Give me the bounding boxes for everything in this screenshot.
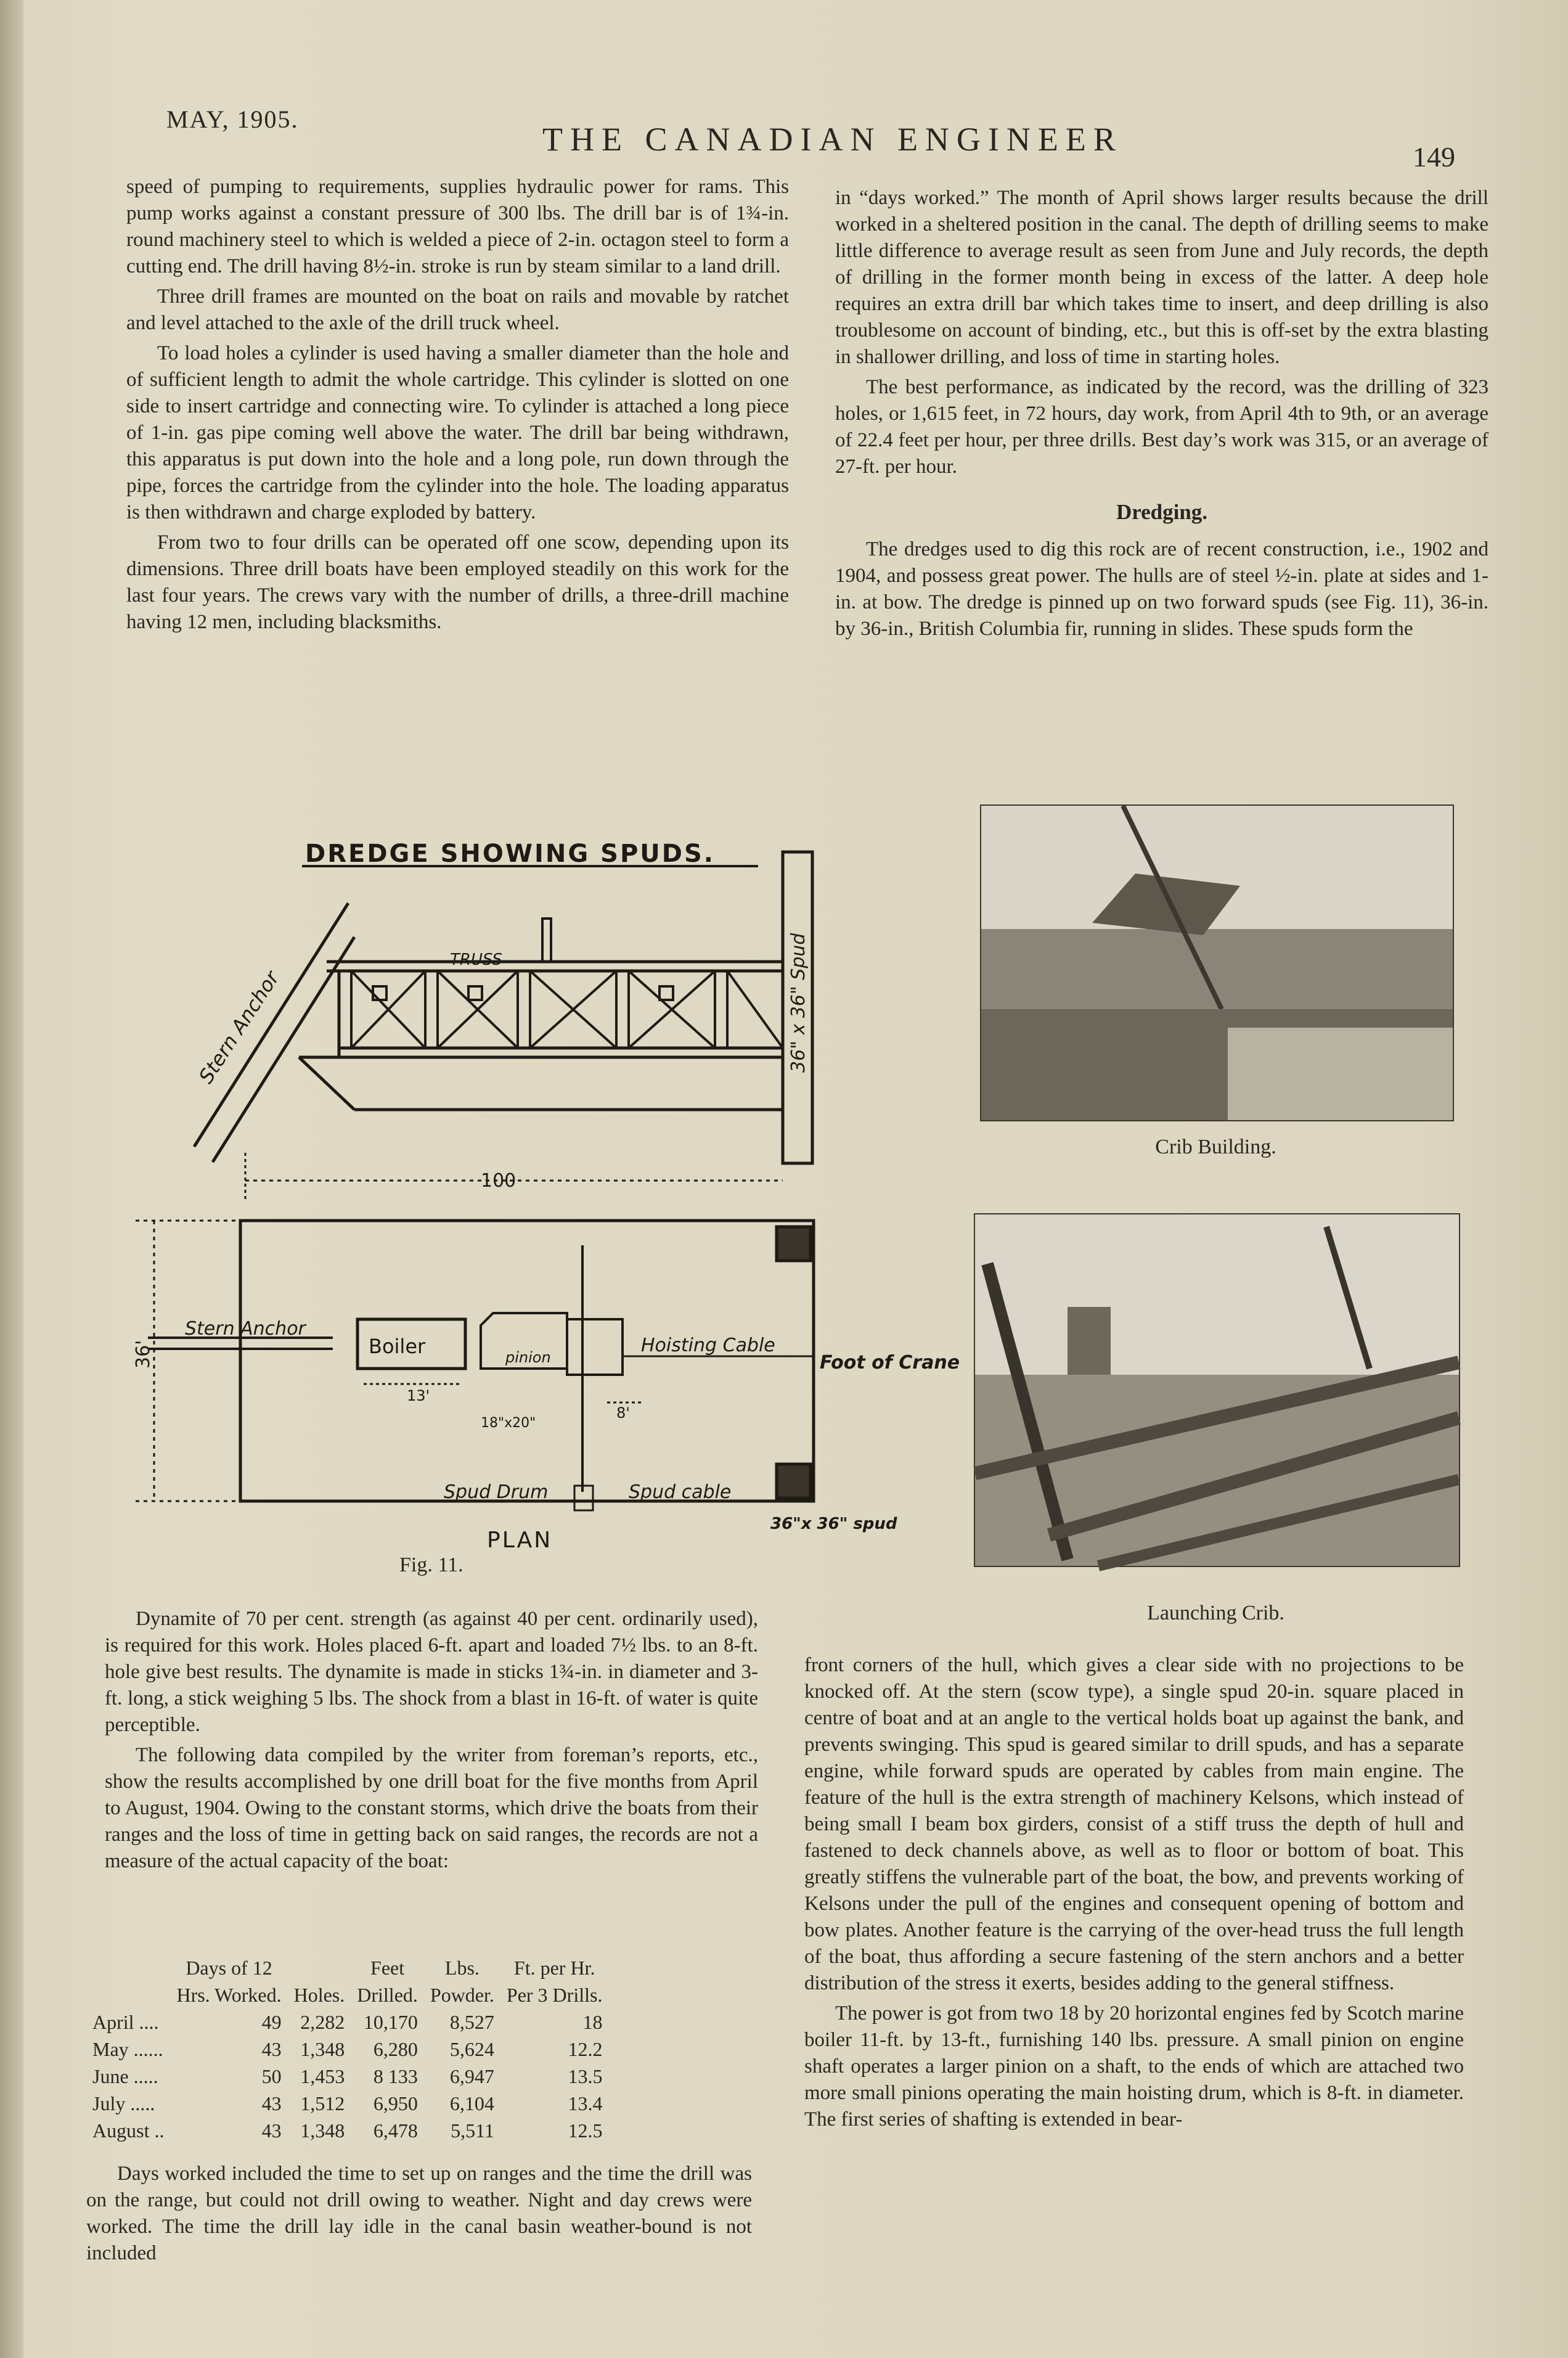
- column-header: Lbs.: [444, 1957, 480, 1979]
- column-header: Powder.: [430, 1984, 494, 2006]
- table-row: May ...... 43 1,348 6,280 5,624 12.2: [92, 2038, 603, 2060]
- column-header: Per 3 Drills.: [506, 1984, 603, 2006]
- stern-anchor-elevation-label: Stern Anchor: [194, 967, 284, 1088]
- binding-edge: [0, 0, 23, 2358]
- table-row: July ..... 43 1,512 6,950 6,104 13.4: [92, 2092, 603, 2114]
- paragraph: Days worked included the time to set up on ranges and the time the drill was on the range, but could not drill owing to weather. Night and day crews were worked. The time the drill lay idle in the canal basin weather-bound is not included: [86, 2163, 752, 2264]
- column-header: Hrs. Worked.: [176, 1984, 282, 2006]
- left-column-after-table: [86, 2161, 752, 2270]
- column-header: Feet: [370, 1957, 405, 1979]
- right-column-top: [835, 185, 1488, 646]
- drilling-records-table: [86, 1954, 608, 2144]
- paragraph: in “days worked.” The month of April shows larger results because the drill worked in a sheltered position in the canal. The depth of drilling seems to make little difference to average result as seen from June and July records, the depth of drilling in the former month being in excess of the latter. A deep hole requires an extra drill bar which takes time to insert, and deep drilling is also troublesome on account of binding, etc., but this is off-set by the extra blasting in shallower drilling, and loss of time in starting holes.: [835, 187, 1488, 368]
- paragraph: The power is got from two 18 by 20 horizontal engines fed by Scotch marine boiler 11-ft. by 13-ft., furnishing 140 lbs. pressure. A small pinion on engine shaft operates a larger pinion on a shaft, to the ends of which are attached two more small pinions operating the main hoisting drum, which is 8-ft. in diameter. The first series of shafting is extended in bear-: [804, 2002, 1464, 2131]
- dimension-100: 100: [481, 1170, 517, 1192]
- column-header: Holes.: [293, 1984, 345, 2006]
- figure-caption: Fig. 11.: [399, 1554, 463, 1576]
- column-header: Ft. per Hr.: [513, 1957, 595, 1979]
- hoisting-cable-label: Hoisting Cable: [641, 1335, 775, 1356]
- right-column-bottom: [804, 1652, 1464, 2137]
- table-row: June ..... 50 1,453 8 133 6,947 13.5: [92, 2065, 603, 2087]
- boiler-label: Boiler: [369, 1335, 426, 1358]
- section-heading-dredging: Dredging.: [1116, 500, 1208, 524]
- crib-building-caption: Crib Building.: [1155, 1136, 1276, 1158]
- truss-label: TRUSS: [450, 951, 503, 969]
- paragraph: speed of pumping to requirements, supplies hydraulic power for rams. This pump works against a constant pressure of 300 lbs. The drill bar is of 1¾-in. round machinery steel to which is welded a piece of 2-in. octagon steel to form a cutting end. The drill having 8½-in. stroke is run by steam similar to a land drill.: [126, 176, 789, 277]
- dimension-18x20: 18"x20": [481, 1415, 536, 1431]
- dimension-36: 36': [133, 1340, 154, 1369]
- paragraph: The following data compiled by the writer from foreman’s reports, etc., show the results accomplished by one drill boat for the five months from April to August, 1904. Owing to the constant storms, which drive the boats from their ranges and the loss of time in getting back on said ranges, the records are not a measure of the actual capacity of the boat:: [105, 1744, 758, 1872]
- paragraph: The best performance, as indicated by the record, was the drilling of 323 holes, or 1,615 feet, in 72 hours, day work, from April 4th to 9th, or an average of 22.4 feet per hour, per three drills. Best day’s work was 315, or an average of 27-ft. per hour.: [835, 376, 1488, 478]
- column-header: Days of 12: [186, 1957, 272, 1979]
- paragraph: Three drill frames are mounted on the boat on rails and movable by ratchet and level attached to the axle of the drill truck wheel.: [126, 285, 789, 334]
- column-header: Drilled.: [357, 1984, 418, 2006]
- spud-elevation-label: 36" x 36" Spud: [788, 933, 809, 1073]
- table-row: August .. 43 1,348 6,478 5,511 12.5: [92, 2119, 603, 2142]
- paragraph: From two to four drills can be operated off one scow, depending upon its dimensions. Three drill boats have been employed steadily on this work for the last four years. The crews vary with the number of drills, a three-drill machine having 12 men, including blacksmiths.: [126, 531, 789, 633]
- paragraph: The dredges used to dig this rock are of recent construction, i.e., 1902 and 1904, and possess great power. The hulls are of steel ½-in. plate at sides and 1-in. at bow. The dredge is pinned up on two forward spuds (see Fig. 11), 36-in. by 36-in., British Columbia fir, running in slides. These spuds form the: [835, 538, 1488, 640]
- journal-title: THE CANADIAN ENGINEER: [542, 121, 1123, 158]
- spud-drum-label: Spud Drum: [444, 1481, 549, 1503]
- crib-building-photo: [980, 804, 1454, 1121]
- foot-of-crane-label: Foot of Crane: [820, 1352, 960, 1373]
- left-column-top: [126, 174, 789, 639]
- table-header-row: [86, 1981, 608, 2008]
- spud-plan-label: 36"x 36" spud: [770, 1515, 897, 1533]
- table-header-row: [86, 1954, 608, 1981]
- pinion-label: pinion: [505, 1349, 551, 1366]
- dimension-13: 13': [407, 1387, 430, 1404]
- table-row: April .... 49 2,282 10,170 8,527 18: [92, 2011, 603, 2033]
- launching-crib-photo: [974, 1213, 1460, 1567]
- launching-crib-caption: Launching Crib.: [1147, 1602, 1284, 1624]
- stern-anchor-plan-label: Stern Anchor: [185, 1318, 306, 1340]
- figure-title: DREDGE SHOWING SPUDS.: [305, 840, 715, 868]
- spud-cable-label: Spud cable: [629, 1481, 732, 1503]
- plan-label: PLAN: [487, 1528, 553, 1553]
- dimension-8: 8': [616, 1404, 630, 1422]
- paragraph: To load holes a cylinder is used having a smaller diameter than the hole and of sufficient length to admit the whole cartridge. This cylinder is slotted on one side to insert cartridge and connecting wire. To cylinder is attached a long piece of 1-in. gas pipe coming well above the water. The drill bar being withdrawn, this apparatus is put down into the hole and a long pole, run down through the pipe, forces the cartridge from the cylinder into the hole. The loading apparatus is then withdrawn and charge exploded by battery.: [126, 342, 789, 523]
- page-number: 149: [1413, 141, 1455, 173]
- left-column-bottom: [105, 1606, 758, 1878]
- dredge-drawing: [133, 826, 960, 1572]
- paragraph: front corners of the hull, which gives a clear side with no projections to be knocked off. At the stern (scow type), a single spud 20-in. square placed in centre of boat and at an angle to the vertical holds boat up against the bank, and prevents swinging. This spud is geared similar to drill spuds, and has a separate engine, while forward spuds are operated by cables from main engine. The feature of the hull is the extra strength of machinery Kelsons, which instead of being small I beam box girders, consist of a stiff truss the depth of hull and fastened to deck channels above, as well as to floor or bottom of boat. This greatly stiffens the vulnerable part of the boat, the bow, and prevents working of Kelsons under the pull of the engines and consequent opening of bottom and bow plates. Another feature is the carrying of the over-head truss the full length of the boat, thus affording a secure fastening of the stern anchors and a better distribution of the stress it exerts, besides adding to the general stiffness.: [804, 1654, 1464, 1994]
- paragraph: Dynamite of 70 per cent. strength (as against 40 per cent. ordinarily used), is required for this work. Holes placed 6-ft. apart and loaded 7½ lbs. to an 8-ft. hole give best results. The dynamite is made in sticks 1¾-in. in diameter and 3-ft. long, a stick weighing 5 lbs. The shock from a blast in 16-ft. of water is quite perceptible.: [105, 1608, 758, 1736]
- issue-date: MAY, 1905.: [166, 105, 299, 133]
